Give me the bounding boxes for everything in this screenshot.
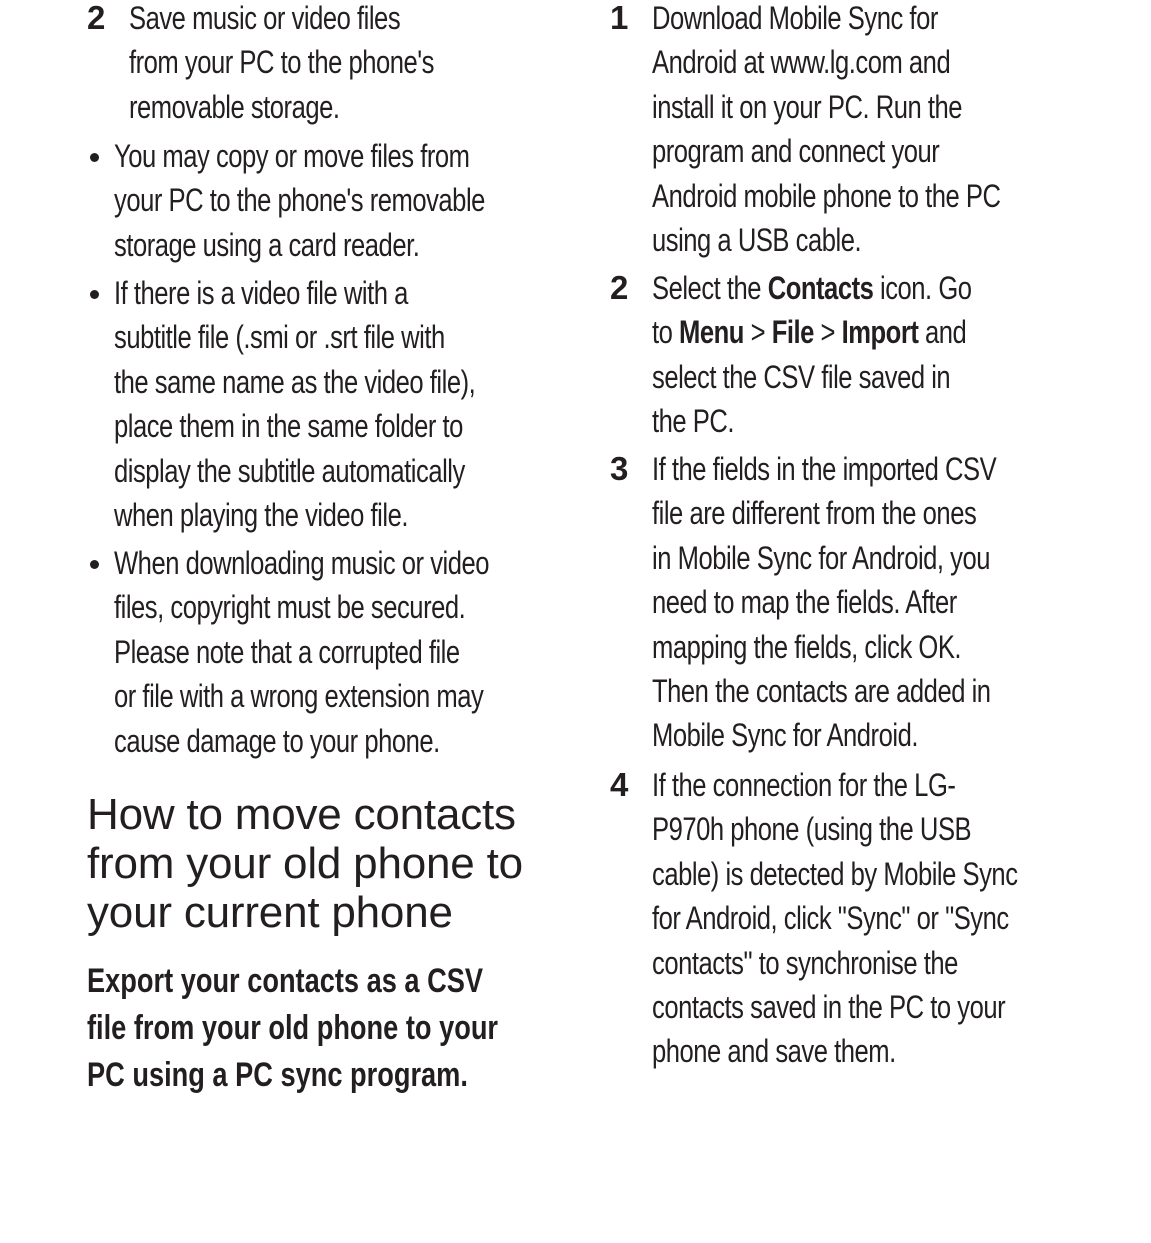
step-text-line: If the fields in the imported CSV xyxy=(652,451,997,487)
step-text-line: Save music or video files xyxy=(129,0,401,36)
bullet-text-line: cause damage to your phone. xyxy=(114,722,440,759)
bullet-text-line: place them in the same folder to xyxy=(114,408,463,445)
step-text-line: P970h phone (using the USB xyxy=(652,811,972,848)
step-text-line: If the connection for the LG- xyxy=(652,767,956,803)
step-text-line: Android mobile phone to the PC xyxy=(652,177,1001,214)
step-text-line: contacts saved in the PC to your xyxy=(652,988,1006,1025)
step-text: to xyxy=(652,314,680,351)
step-text-line: file are different from the ones xyxy=(652,495,977,532)
step-text: Select the xyxy=(652,270,768,306)
step-text-line: program and connect your xyxy=(652,133,940,170)
bullet-text-line: Please note that a corrupted file xyxy=(114,633,460,670)
step-text-line: install it on your PC. Run the xyxy=(652,88,963,125)
right-step-1 xyxy=(610,0,1151,262)
bullet-text-line: When downloading music or video xyxy=(114,545,490,581)
step-text-line: mapping the fields, click OK. xyxy=(652,628,962,665)
heading-line: How to move contacts xyxy=(87,790,516,839)
step-text-line: contacts" to synchronise the xyxy=(652,944,958,981)
bullet-dot xyxy=(90,153,99,162)
step-text-line: from your PC to the phone's xyxy=(129,44,434,81)
heading-line: your current phone xyxy=(87,888,453,937)
menu-label: Menu xyxy=(679,314,744,351)
step-number: 4 xyxy=(610,766,628,803)
step-text-line: cable) is detected by Mobile Sync xyxy=(652,855,1018,892)
bullet-text-line: the same name as the video file), xyxy=(114,363,476,400)
step-text-line: removable storage. xyxy=(129,88,340,125)
step-text-line: Download Mobile Sync for xyxy=(652,0,938,36)
step-text-line: Then the contacts are added in xyxy=(652,672,991,709)
right-step-2 xyxy=(610,266,1151,444)
bullet-dot xyxy=(90,560,99,569)
step-number: 2 xyxy=(610,269,628,306)
step-text: and xyxy=(918,314,967,351)
subheading-line: Export your contacts as a CSV xyxy=(87,962,484,1000)
step-number: 3 xyxy=(610,450,628,487)
step-text: > xyxy=(813,314,842,351)
step-text-line: phone and save them. xyxy=(652,1033,896,1070)
bullet-text-line: files, copyright must be secured. xyxy=(114,589,466,626)
bullet-text-line: subtitle file (.smi or .srt file with xyxy=(114,319,445,356)
heading-line: from your old phone to xyxy=(87,839,523,888)
step-text-line: Mobile Sync for Android. xyxy=(652,717,918,754)
step-text: > xyxy=(743,314,772,351)
right-step-4 xyxy=(610,763,1151,1074)
bullet-subtitle xyxy=(87,271,614,537)
step-number: 2 xyxy=(87,0,105,36)
contacts-label: Contacts xyxy=(767,270,874,306)
bullet-text-line: or file with a wrong extension may xyxy=(114,678,484,715)
step-number: 1 xyxy=(610,0,628,36)
step-text-line: Android at www.lg.com and xyxy=(652,44,951,81)
import-label: Import xyxy=(841,314,919,351)
bullet-text-line: If there is a video file with a xyxy=(114,275,408,311)
subheading-line: PC using a PC sync program. xyxy=(87,1056,468,1094)
step-text-line: select the CSV file saved in xyxy=(652,358,951,395)
bullet-copyright xyxy=(87,541,614,763)
step-text-line: need to map the fields. After xyxy=(652,584,957,621)
subheading-line: file from your old phone to your xyxy=(87,1009,499,1047)
left-step-2 xyxy=(87,0,629,129)
section-subheading xyxy=(87,958,601,1099)
bullet-text-line: when playing the video file. xyxy=(114,496,408,533)
bullet-dot xyxy=(90,290,99,299)
step-text: icon. Go xyxy=(873,270,972,306)
step-text-line: for Android, click "Sync" or "Sync xyxy=(652,900,1009,937)
section-heading xyxy=(87,790,523,937)
bullet-text-line: You may copy or move files from xyxy=(114,138,470,174)
file-label: File xyxy=(771,314,814,351)
bullet-text-line: display the subtitle automatically xyxy=(114,452,465,489)
bullet-card-reader xyxy=(87,134,614,267)
bullet-text-line: storage using a card reader. xyxy=(114,226,420,263)
step-text-line: using a USB cable. xyxy=(652,221,862,258)
bullet-text-line: your PC to the phone's removable xyxy=(114,182,485,219)
right-step-3 xyxy=(610,447,1151,758)
step-text-line: in Mobile Sync for Android, you xyxy=(652,539,991,576)
step-text-line: the PC. xyxy=(652,403,735,440)
